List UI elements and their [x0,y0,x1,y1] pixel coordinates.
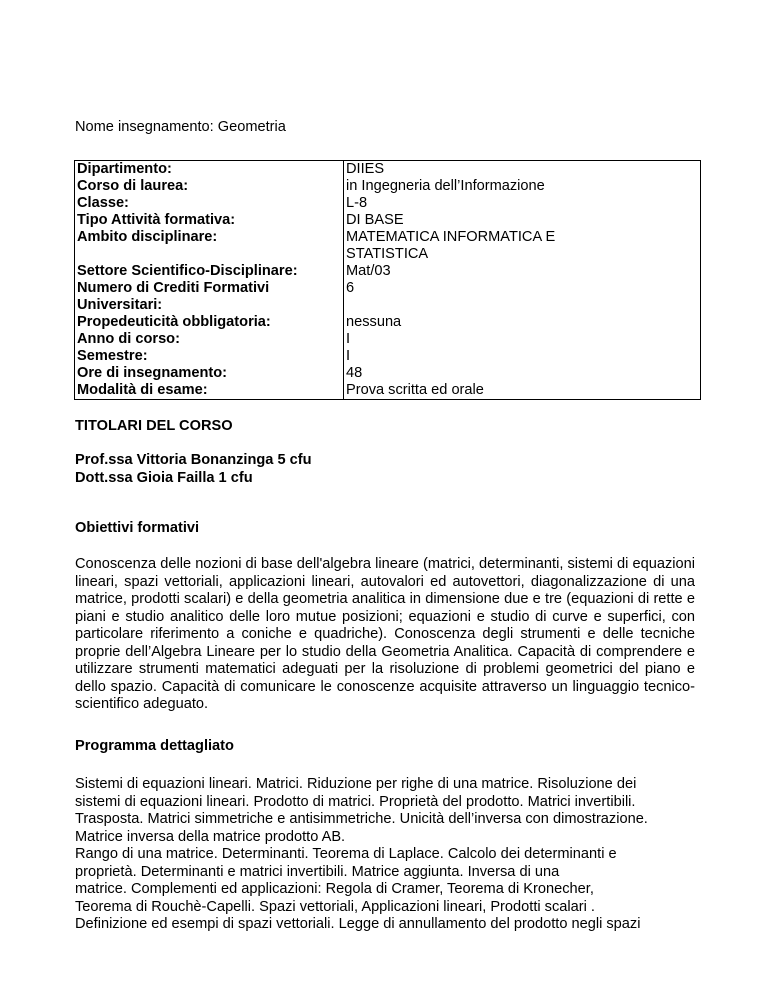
paragraph-line: Trasposta. Matrici simmetriche e antisimmetriche. Unicità dell’inversa con dimostrazione. [75,811,648,827]
info-key: Semestre: [77,348,148,364]
obiettivi-heading: Obiettivi formativi [75,520,200,536]
info-value: in Ingegneria dell’Informazione [346,178,545,194]
paragraph-line: proprietà. Determinanti e matrici invertibili. Matrice aggiunta. Inversa di una [75,863,560,880]
programma-heading: Programma dettagliato [75,738,234,754]
course-name: Nome insegnamento: Geometria [75,119,286,135]
info-key: Corso di laurea: [77,178,189,194]
info-value: DI BASE [346,212,404,228]
info-value: DIIES [346,161,385,177]
info-keys-cell [75,161,344,400]
info-value: nessuna [346,314,402,330]
paragraph-line: Definizione ed esempi di spazi vettoriali. Legge di annullamento del prodotto negli spazi [75,916,641,932]
info-key: Numero di Crediti Formativi Universitari: [77,280,270,313]
info-value: I [346,331,351,347]
info-value: 6 [346,280,355,296]
obiettivi-text: Conoscenza delle nozioni di base dell'algebra lineare (matrici, determinanti, sistemi di equazioni lineari, spazi vettoriali, applicazioni lineari, autovalori ed autovettori, diagonalizzazione di una matrice, prodotti scalari) e della geometria analitica in dimensione due e tre (equazioni di rette e piani e studio analitico delle loro mutue posizioni; equazioni e studio di curve e superfici, con particolare riferimento a coniche e quadriche). Conoscenza degli strumenti e delle tecniche proprie dell’Algebra Lineare per lo studio della Geometria Analitica. Capacità di comprendere e utilizzare strumenti matematici adeguati per la risoluzione di problemi geometrici del piano e dello spazio. Capacità di comunicare le conoscenze acquisite attraverso un linguaggio tecnico-scientifico adeguato. [75,556,695,712]
paragraph-line: sistemi di equazioni lineari. Prodotto di matrici. Proprietà del prodotto. Matrici invertibili. [75,793,636,810]
info-key: Ambito disciplinare: [77,229,218,245]
teacher-name: Dott.ssa Gioia Failla 1 cfu [75,470,253,486]
paragraph-line: Rango di una matrice. Determinanti. Teorema di Laplace. Calcolo dei determinanti e [75,846,617,862]
info-value: Mat/03 [346,263,391,279]
table-row [75,161,701,400]
info-value: 48 [346,365,363,381]
info-value: I [346,348,351,364]
info-key: Modalità di esame: [77,382,208,398]
course-info-table [74,160,701,400]
info-value: Prova scritta ed orale [346,382,484,398]
paragraph-line: Matrice inversa della matrice prodotto AB. [75,828,346,845]
info-key: Settore Scientifico-Disciplinare: [77,263,298,279]
paragraph-line: Teorema di Rouchè-Capelli. Spazi vettoriali, Applicazioni lineari, Prodotti scalari . [75,898,595,915]
info-value: L-8 [346,195,368,211]
info-value: MATEMATICA INFORMATICA E STATISTICA [346,229,556,262]
paragraph-line: matrice. Complementi ed applicazioni: Regola di Cramer, Teorema di Kronecher, [75,881,594,897]
info-key: Propedeuticità obbligatoria: [77,314,271,330]
programma-paragraph [75,846,695,934]
info-key: Classe: [77,195,129,211]
info-key: Dipartimento: [77,161,172,177]
info-key: Tipo Attività formativa: [77,212,236,228]
paragraph-line: Sistemi di equazioni lineari. Matrici. Riduzione per righe di una matrice. Risoluzione dei [75,776,637,792]
info-key: Anno di corso: [77,331,180,347]
info-values-cell [344,161,701,400]
titolari-heading: TITOLARI DEL CORSO [75,418,233,434]
programma-paragraph [75,776,695,846]
teacher-name: Prof.ssa Vittoria Bonanzinga 5 cfu [75,452,312,468]
info-key: Ore di insegnamento: [77,365,228,381]
